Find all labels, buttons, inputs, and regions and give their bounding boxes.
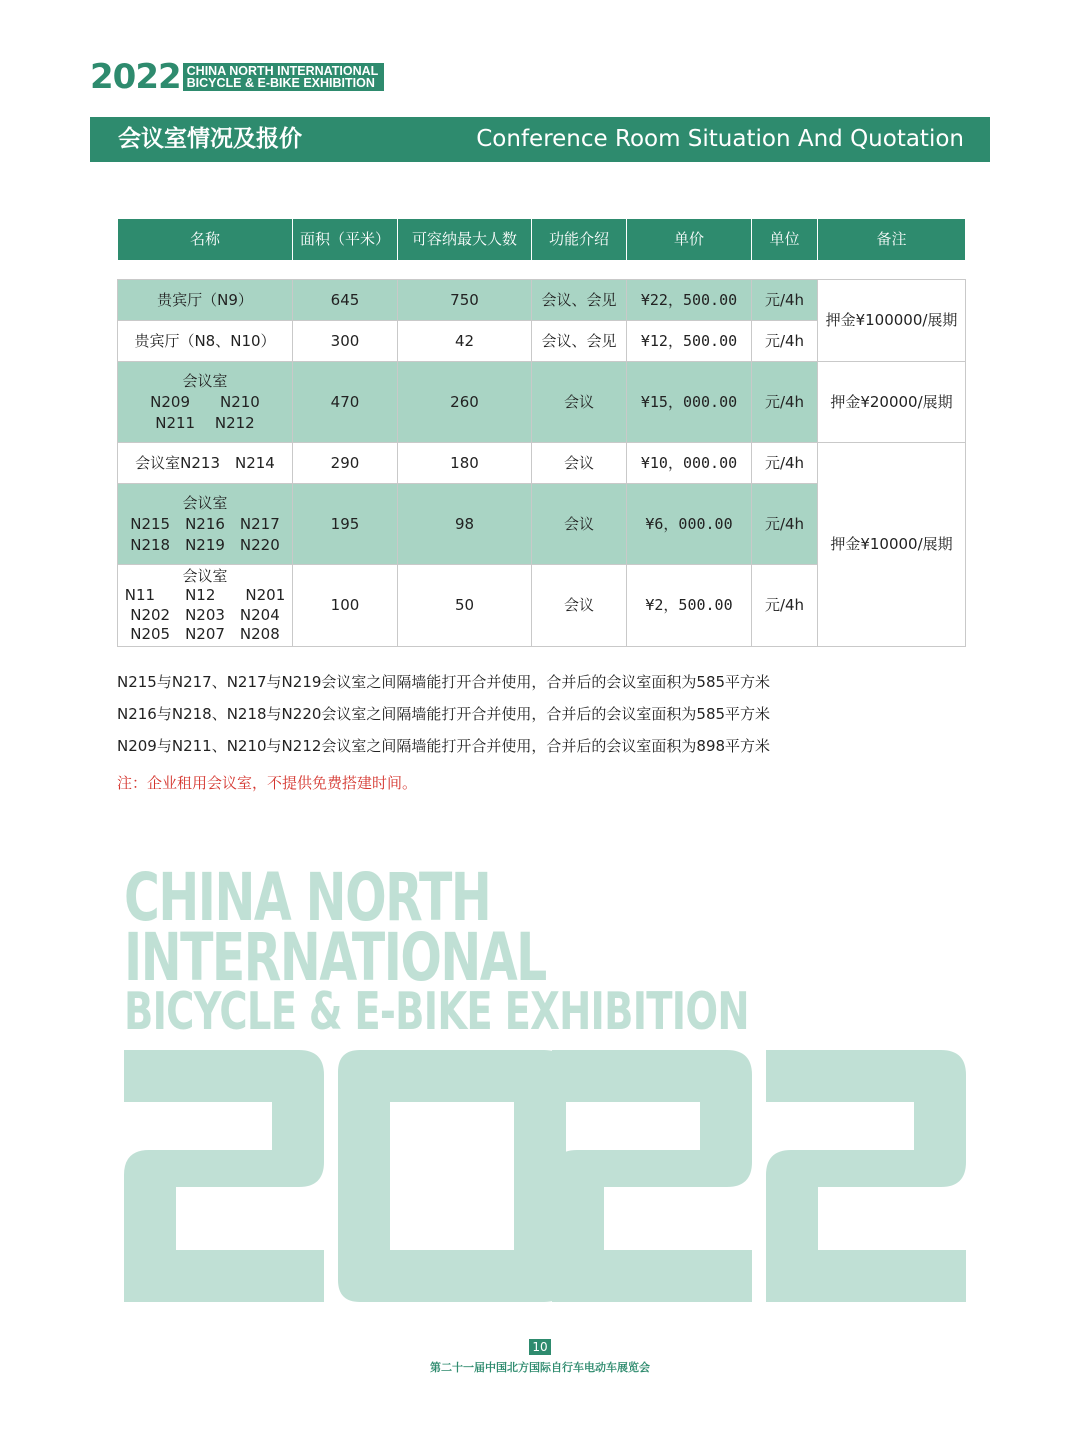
- room-name: 贵宾厅（N8、N10）: [118, 321, 293, 362]
- room-price: ¥6，000.00: [627, 484, 752, 565]
- table-row: [118, 443, 966, 484]
- room-unit: 元/4h: [752, 484, 818, 565]
- header-capacity: 可容纳最大人数: [398, 219, 532, 261]
- room-remark: 押金¥20000/展期: [818, 362, 966, 443]
- room-price: ¥10，000.00: [627, 443, 752, 484]
- room-unit: 元/4h: [752, 280, 818, 321]
- note-line: N215与N217、N217与N219会议室之间隔墙能打开合并使用，合并后的会议室面积为585平方米: [117, 673, 771, 691]
- table-row: [118, 280, 966, 321]
- table-header: [117, 218, 966, 261]
- room-price: ¥2，500.00: [627, 565, 752, 647]
- room-price: ¥12，500.00: [627, 321, 752, 362]
- room-name-line: N211 N212: [155, 413, 255, 432]
- header-unit: 单位: [752, 219, 818, 261]
- header-remark: 备注: [818, 219, 966, 261]
- footer-text: 第二十一届中国北方国际自行车电动车展览会: [430, 1361, 650, 1374]
- room-function: 会议、会见: [532, 280, 627, 321]
- logo-line1: CHINA NORTH INTERNATIONAL: [186, 64, 379, 78]
- room-name-line: N205 N207 N208: [130, 625, 280, 643]
- table-row: [118, 362, 966, 443]
- room-area: 470: [293, 362, 398, 443]
- room-name-line: N11 N12 N201: [124, 586, 286, 604]
- room-function: 会议: [532, 484, 627, 565]
- room-capacity: 260: [398, 362, 532, 443]
- page-title-en: Conference Room Situation And Quotation: [476, 126, 964, 152]
- watermark-year: [124, 1050, 966, 1302]
- room-area: 300: [293, 321, 398, 362]
- header-function: 功能介绍: [532, 219, 627, 261]
- room-name-line: 会议室: [182, 566, 228, 585]
- room-name-line: N209 N210: [150, 392, 260, 411]
- room-area: 645: [293, 280, 398, 321]
- note-line: N209与N211、N210与N212会议室之间隔墙能打开合并使用，合并后的会议室面积为898平方米: [117, 737, 771, 755]
- room-function: 会议: [532, 362, 627, 443]
- room-name-line: N215 N216 N217: [130, 514, 280, 533]
- room-capacity: 50: [398, 565, 532, 647]
- room-name: [118, 484, 293, 565]
- room-area: 290: [293, 443, 398, 484]
- room-unit: 元/4h: [752, 321, 818, 362]
- note-line: N216与N218、N218与N220会议室之间隔墙能打开合并使用，合并后的会议室面积为585平方米: [117, 705, 771, 723]
- page-number: 10: [529, 1339, 551, 1355]
- room-name: 会议室N213 N214: [118, 443, 293, 484]
- header-area: 面积（平米）: [293, 219, 398, 261]
- room-remark: 押金¥10000/展期: [818, 443, 966, 647]
- header-price: 单价: [627, 219, 752, 261]
- room-name: [118, 362, 293, 443]
- watermark-line1: CHINA NORTH: [124, 859, 491, 936]
- room-function: 会议、会见: [532, 321, 627, 362]
- room-function: 会议: [532, 565, 627, 647]
- room-name-line: 会议室: [182, 493, 228, 512]
- logo-year: 2022: [90, 57, 181, 97]
- room-unit: 元/4h: [752, 443, 818, 484]
- header-name: 名称: [118, 219, 293, 261]
- title-band: [90, 117, 990, 162]
- warning-note: 注：企业租用会议室，不提供免费搭建时间。: [117, 774, 418, 792]
- watermark-line3: BICYCLE & E-BIKE EXHIBITION: [124, 982, 749, 1042]
- merge-notes: [117, 666, 770, 762]
- room-name-line: N202 N203 N204: [130, 605, 280, 624]
- room-capacity: 42: [398, 321, 532, 362]
- room-price: ¥22，500.00: [627, 280, 752, 321]
- room-unit: 元/4h: [752, 565, 818, 647]
- room-capacity: 750: [398, 280, 532, 321]
- room-price: ¥15，000.00: [627, 362, 752, 443]
- room-capacity: 98: [398, 484, 532, 565]
- room-name-line: 会议室: [182, 371, 228, 390]
- room-area: 100: [293, 565, 398, 647]
- room-area: 195: [293, 484, 398, 565]
- quotation-table: [117, 279, 966, 647]
- room-name: [118, 565, 293, 647]
- watermark-line2: INTERNATIONAL: [124, 919, 546, 996]
- room-name-line: N218 N219 N220: [130, 535, 280, 554]
- logo-text: [183, 63, 385, 91]
- exhibition-logo: [90, 57, 384, 97]
- room-unit: 元/4h: [752, 362, 818, 443]
- room-remark: 押金¥100000/展期: [818, 280, 966, 362]
- room-function: 会议: [532, 443, 627, 484]
- page-title-cn: 会议室情况及报价: [118, 126, 302, 152]
- room-name: 贵宾厅（N9）: [118, 280, 293, 321]
- logo-line2: BICYCLE & E-BIKE EXHIBITION: [186, 76, 375, 90]
- room-capacity: 180: [398, 443, 532, 484]
